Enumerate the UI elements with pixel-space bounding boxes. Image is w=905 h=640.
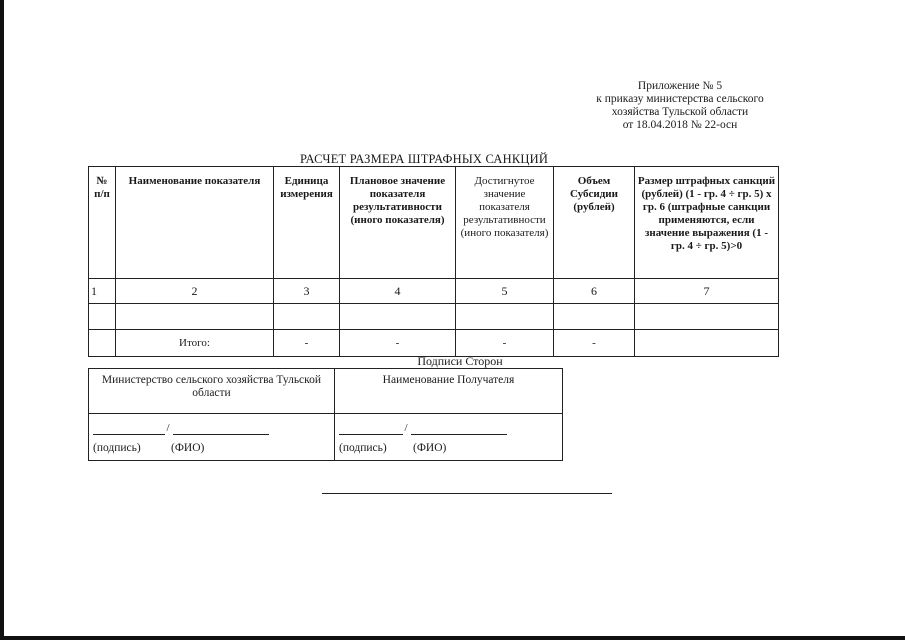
recipient-signature-cell (335, 414, 563, 461)
appendix-line-2: к приказу министерства сельского (596, 93, 764, 105)
signature-caption: (подпись) (93, 442, 141, 454)
total-cell: - (456, 330, 554, 357)
total-cell: - (554, 330, 635, 357)
column-number-cell: 7 (635, 279, 779, 304)
table-cell (554, 304, 635, 330)
name-line[interactable] (411, 422, 507, 435)
party-ministry: Министерство сельского хозяйства Тульской области (89, 369, 335, 414)
signature-parties-row (89, 369, 563, 414)
appendix-block (560, 80, 800, 132)
column-number-cell: 5 (456, 279, 554, 304)
table-cell (635, 304, 779, 330)
penalty-calculation-table (88, 166, 779, 357)
header-cell-number: № п/п (89, 167, 116, 279)
table-cell (456, 304, 554, 330)
header-cell-achieved: Достигнутое значение показателя результативности (иного показателя) (456, 167, 554, 279)
header-cell-subsidy: Объем Субсидии (рублей) (554, 167, 635, 279)
scan-edge-bottom (0, 636, 905, 640)
appendix-line-1: Приложение № 5 (637, 80, 723, 92)
total-cell (635, 330, 779, 357)
column-number-cell: 6 (554, 279, 635, 304)
signature-separator: / (404, 422, 408, 434)
header-cell-unit: Единица измерения (274, 167, 340, 279)
signature-table (88, 368, 563, 461)
total-cell (89, 330, 116, 357)
column-number-row (89, 279, 779, 304)
name-caption: (ФИО) (413, 442, 447, 454)
table-cell (274, 304, 340, 330)
table-cell (340, 304, 456, 330)
signature-line[interactable] (93, 422, 165, 435)
signatures-title: Подписи Сторон (417, 354, 503, 368)
signature-line[interactable] (339, 422, 403, 435)
name-caption: (ФИО) (171, 442, 205, 454)
total-cell: - (274, 330, 340, 357)
table-header-row (89, 167, 779, 279)
column-number-cell: 2 (116, 279, 274, 304)
footer-rule (322, 493, 612, 494)
empty-data-row (89, 304, 779, 330)
name-line[interactable] (173, 422, 269, 435)
total-cell: - (340, 330, 456, 357)
column-number-cell: 4 (340, 279, 456, 304)
signature-caption: (подпись) (339, 442, 387, 454)
scan-edge-left (0, 0, 4, 640)
document-title: РАСЧЕТ РАЗМЕРА ШТРАФНЫХ САНКЦИЙ (300, 152, 549, 166)
table-cell (116, 304, 274, 330)
header-cell-indicator: Наименование показателя (116, 167, 274, 279)
signature-separator: / (166, 422, 170, 434)
signature-lines-row (89, 414, 563, 461)
header-cell-penalty: Размер штрафных санкций (рублей) (1 - гр. 4 ÷ гр. 5) х гр. 6 (штрафные санкции применяются, если значение выражения (1 - гр. 4 ÷ гр. 5)>0 (635, 167, 779, 279)
party-recipient: Наименование Получателя (335, 369, 563, 414)
appendix-line-3: хозяйства Тульской области (611, 106, 749, 118)
header-cell-planned: Плановое значение показателя результативности (иного показателя) (340, 167, 456, 279)
total-row (89, 330, 779, 357)
table-cell (89, 304, 116, 330)
column-number-cell: 3 (274, 279, 340, 304)
column-number-cell: 1 (89, 279, 116, 304)
total-label: Итого: (116, 330, 274, 357)
ministry-signature-cell (89, 414, 335, 461)
appendix-line-4: от 18.04.2018 № 22-осн (622, 119, 738, 131)
